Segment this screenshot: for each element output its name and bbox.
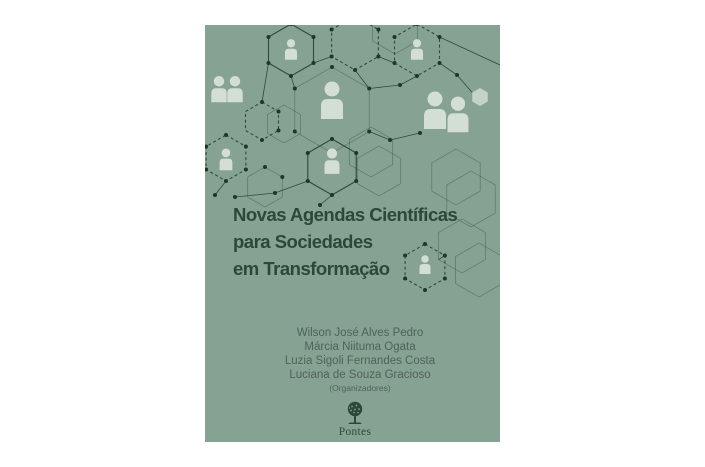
book-title-line: Novas Agendas Científicas [233, 204, 458, 225]
authors-list [220, 326, 500, 394]
people-group-icon [424, 92, 468, 133]
book-title-line: em Transformação [233, 258, 390, 279]
book-title-line: para Sociedades [233, 231, 373, 252]
publisher-name: Pontes [338, 426, 372, 438]
book-title [233, 201, 485, 282]
person-icon [411, 39, 423, 60]
people-group-icon [211, 76, 242, 102]
hexagon-icon [472, 88, 488, 106]
author-name: Luciana de Souza Gracioso [289, 369, 431, 381]
hexagon-icon [432, 149, 480, 205]
author-name: Márcia Niituma Ogata [304, 341, 416, 353]
organizers-note: (Organizadores) [329, 383, 391, 393]
tree-logo-icon [342, 401, 368, 427]
person-icon [325, 148, 340, 174]
hexagon-icon [332, 25, 379, 70]
hexagon-icon [246, 102, 279, 140]
person-icon [220, 149, 233, 171]
hexagon-icon [357, 146, 400, 196]
author-name: Luzia Sigoli Fernandes Costa [284, 355, 436, 367]
hexagon-icon [206, 135, 246, 181]
hexagon-icon [268, 105, 301, 143]
author-name: Wilson José Alves Pedro [296, 327, 424, 339]
book-cover [205, 25, 500, 442]
person-icon [321, 82, 343, 120]
person-icon [285, 39, 297, 60]
publisher-logo [210, 401, 500, 438]
